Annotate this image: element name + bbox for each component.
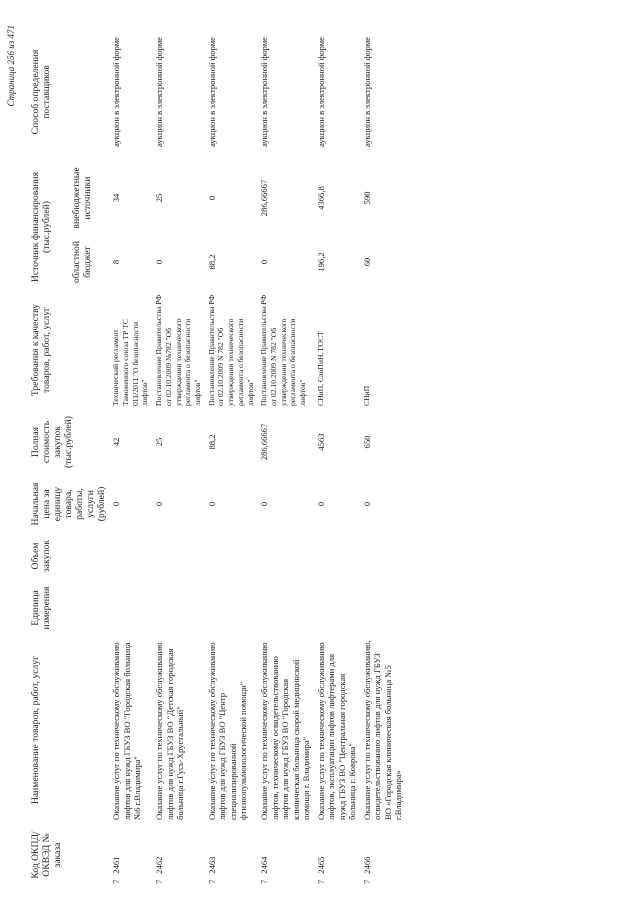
row-code <box>205 823 258 887</box>
row-total: 42 <box>111 437 122 447</box>
row-method: аукцион в электронной форме <box>206 37 217 147</box>
row-extra: 0 <box>206 195 217 201</box>
header-requirements: Требования к качеству товаров, работ, услуг <box>30 303 53 397</box>
row-volume <box>257 533 313 579</box>
row-total: 286,66667 <box>259 423 270 461</box>
order-number: 2462 <box>154 856 165 874</box>
row-requirements: Технический регламент Таможенного союза ТР ТС 011/2011 "О безопасности лифтов" <box>111 319 150 406</box>
order-number: 2461 <box>111 856 122 874</box>
row-method: аукцион в электронной форме <box>111 37 122 147</box>
okpd-code: 7 <box>111 879 122 884</box>
header-total: Полная стоимость закупок (тыс.рублей) <box>30 416 75 468</box>
row-requirements: СНиП <box>361 385 371 406</box>
row-volume <box>360 533 406 579</box>
row-extra: 25 <box>154 193 165 203</box>
table-row <box>109 21 152 887</box>
row-total: 4563 <box>315 433 326 451</box>
header-name: Наименование товаров, работ, услуг <box>30 655 41 805</box>
row-code <box>314 823 360 887</box>
header-unit: Единица измерения <box>30 586 53 630</box>
header-source-extra: внебюджетные источники <box>70 167 93 229</box>
row-extra: 4366,8 <box>315 186 326 210</box>
row-unit <box>314 579 360 637</box>
row-method: аукцион в электронной форме <box>315 37 326 147</box>
row-name: Оказание услуг по техническому обслуживанию лифтов, эксплуатации лифтов лифтерами для нужд ГБУЗ ВО "Центральная городская больница г. Коврова" <box>315 642 358 820</box>
row-code <box>257 823 313 887</box>
row-total: 650 <box>361 435 372 449</box>
header-code: Код ОКПД/ ОКВЭД № заказа <box>30 831 64 879</box>
row-extra: 34 <box>111 193 122 203</box>
row-unit-price: 0 <box>206 501 217 507</box>
row-unit <box>152 579 205 637</box>
row-total: 25 <box>154 437 165 447</box>
row-requirements: Постановление Правительства РФ от 02.10.2009 N 782 "Об утверждении технического регламента о безопасности лифтов" <box>206 294 255 406</box>
row-requirements: Постановление Правительства РФ от 02.10.2009 N 782 "Об утверждении технического регламента о безопасности лифтов" <box>259 294 308 406</box>
header-method: Способ определения поставщиков <box>30 49 53 135</box>
row-unit-price: 0 <box>259 501 270 507</box>
row-code <box>109 823 152 887</box>
okpd-code: 7 <box>259 879 270 884</box>
table-row <box>257 21 313 887</box>
procurement-table <box>28 21 406 887</box>
row-name: Оказание услуг по техническому обслуживанию лифтов, техническому освидетельствованию лифтов для нужд ГБУЗ ВО "Городская клиническая больница скорой медицинской помощи г. Владимира" <box>259 642 312 820</box>
order-number: 2464 <box>259 856 270 874</box>
table-row <box>205 21 258 887</box>
row-code <box>152 823 205 887</box>
header-source-regional: областной бюджет <box>70 241 93 284</box>
row-requirements: СНиП, СанПиН, ГОСТ <box>315 331 325 406</box>
row-name: Оказание услуг по техническому обслуживанию, освидетельствованию лифтов для нужд ГБУЗ ВО «Городская клиническая больница №5 г.Владимира» <box>361 640 404 820</box>
row-volume <box>152 533 205 579</box>
row-volume <box>314 533 360 579</box>
row-unit-price: 0 <box>154 501 165 507</box>
page-number: Страница 256 из 471 <box>6 25 16 107</box>
table-row <box>360 21 406 887</box>
row-regional: 0 <box>154 259 165 265</box>
okpd-code: 7 <box>206 879 217 884</box>
row-method: аукцион в электронной форме <box>361 37 372 147</box>
row-method: аукцион в электронной форме <box>259 37 270 147</box>
row-unit <box>205 579 258 637</box>
row-extra: 286,66667 <box>259 179 270 217</box>
table-row <box>314 21 360 887</box>
order-number: 2466 <box>361 856 372 874</box>
okpd-code: 7 <box>154 879 165 884</box>
table-header-row <box>28 21 69 887</box>
table-row <box>152 21 205 887</box>
row-name: Оказание услуг по техническому обслуживанию лифтов для нужд ГБУЗ ВО "Детская городская больница г.Гусь-Хрустальный" <box>154 642 186 820</box>
row-regional: 8 <box>111 259 122 265</box>
row-unit-price: 0 <box>361 501 372 507</box>
row-regional: 196,2 <box>315 252 326 272</box>
header-volume: Объем закупок <box>30 540 53 572</box>
row-unit <box>109 579 152 637</box>
okpd-code: 7 <box>315 879 326 884</box>
row-volume <box>205 533 258 579</box>
row-regional: 60 <box>361 257 372 267</box>
row-unit <box>360 579 406 637</box>
row-requirements: Постановление Правительства РФ от 02.10.2009 №782 "Об утверждении технического регламента о безопасности лифтов" <box>154 294 202 406</box>
row-regional: 0 <box>259 259 270 265</box>
row-unit <box>257 579 313 637</box>
row-unit-price: 0 <box>315 501 326 507</box>
order-number: 2465 <box>315 856 326 874</box>
row-name: Оказание услуг по техническому обслуживанию лифтов для нужд ГБУЗ ВО "Городская больница №6 г.Владимира" <box>111 642 143 820</box>
row-volume <box>109 533 152 579</box>
row-regional: 88,2 <box>206 254 217 270</box>
row-extra: 590 <box>361 191 372 205</box>
row-total: 88,2 <box>206 434 217 450</box>
header-source: Источник финансирования (тыс.рублей) <box>30 171 53 283</box>
order-number: 2463 <box>206 856 217 874</box>
row-unit-price: 0 <box>111 501 122 507</box>
row-code <box>360 823 406 887</box>
row-name: Оказание услуг по техническому обслуживанию лифтов для нужд ГБУЗ ВО "Центр специализированной фтизиопульмонологической помощи" <box>206 642 249 820</box>
okpd-code: 7 <box>361 879 372 884</box>
row-method: аукцион в электронной форме <box>154 37 165 147</box>
header-unit-price: Начальная цена за единицу товара, работы, услуги (рублей) <box>30 482 108 526</box>
